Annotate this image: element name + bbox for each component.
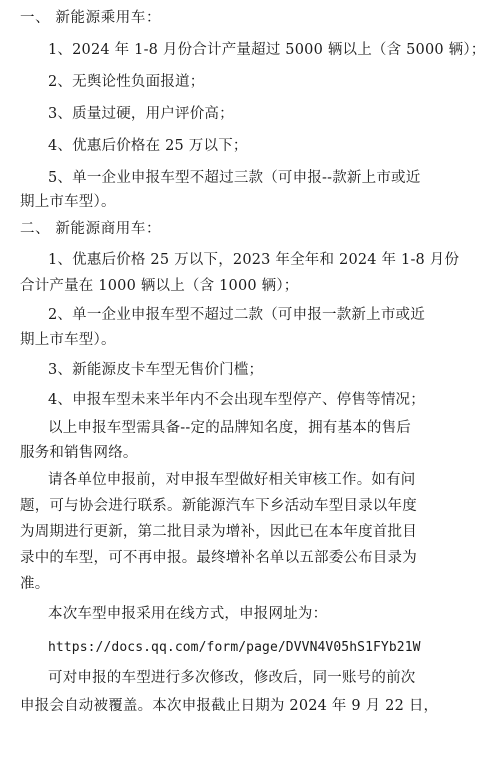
submission-url[interactable]: https://docs.qq.com/form/page/DVVN4V05hS1FYb21W bbox=[48, 640, 421, 655]
commercial-item-1: 1、优惠后价格 25 万以下，2023 年全年和 2024 年 1-8 月份 bbox=[48, 252, 460, 268]
review-notice-line-5: 准。 bbox=[20, 576, 50, 592]
passenger-item-1: 1、2024 年 1-8 月份合计产量超过 5000 辆以上（含 5000 辆）； bbox=[48, 42, 486, 58]
passenger-item-2: 2、无舆论性负面报道； bbox=[48, 74, 205, 90]
section-heading-commercial: 二、 新能源商用车： bbox=[20, 221, 162, 237]
deadline-line: 申报会自动被覆盖。本次申报截止日期为 2024 年 9 月 22 日， bbox=[20, 698, 439, 714]
commercial-item-3: 3、新能源皮卡车型无售价门槛； bbox=[48, 362, 264, 378]
brand-requirement-paragraph: 以上申报车型需具备--定的品牌知名度，拥有基本的售后 bbox=[48, 420, 411, 436]
commercial-item-2-continued: 期上市车型）。 bbox=[20, 332, 116, 348]
review-notice-line-3: 为周期进行更新，第二批目录为增补，因此已在本年度首批目 bbox=[20, 524, 417, 540]
brand-requirement-continued: 服务和销售网络。 bbox=[20, 445, 138, 461]
online-submission-paragraph: 本次车型申报采用在线方式，申报网址为： bbox=[48, 606, 328, 622]
passenger-item-5: 5、单一企业申报车型不超过三款（可申报--款新上市或近 bbox=[48, 170, 421, 186]
passenger-item-4: 4、优惠后价格在 25 万以下； bbox=[48, 138, 248, 154]
review-notice-line-2: 题，可与协会进行联系。新能源汽车下乡活动车型目录以年度 bbox=[20, 498, 417, 514]
passenger-item-5-continued: 期上市车型）。 bbox=[20, 194, 116, 210]
review-notice-line-4: 录中的车型，可不再申报。最终增补名单以五部委公布目录为 bbox=[20, 550, 417, 566]
commercial-item-2: 2、单一企业申报车型不超过二款（可申报一款新上市或近 bbox=[48, 307, 425, 323]
review-notice-paragraph: 请各单位申报前，对申报车型做好相关审核工作。如有问 bbox=[48, 472, 416, 488]
commercial-item-1-continued: 合计产量在 1000 辆以上（含 1000 辆）； bbox=[20, 278, 299, 294]
section-heading-passenger: 一、 新能源乘用车： bbox=[20, 10, 162, 26]
passenger-item-3: 3、质量过硬，用户评价高； bbox=[48, 106, 234, 122]
commercial-item-4: 4、申报车型未来半年内不会出现车型停产、停售等情况； bbox=[48, 392, 425, 408]
modification-paragraph: 可对申报的车型进行多次修改，修改后，同一账号的前次 bbox=[48, 670, 416, 686]
